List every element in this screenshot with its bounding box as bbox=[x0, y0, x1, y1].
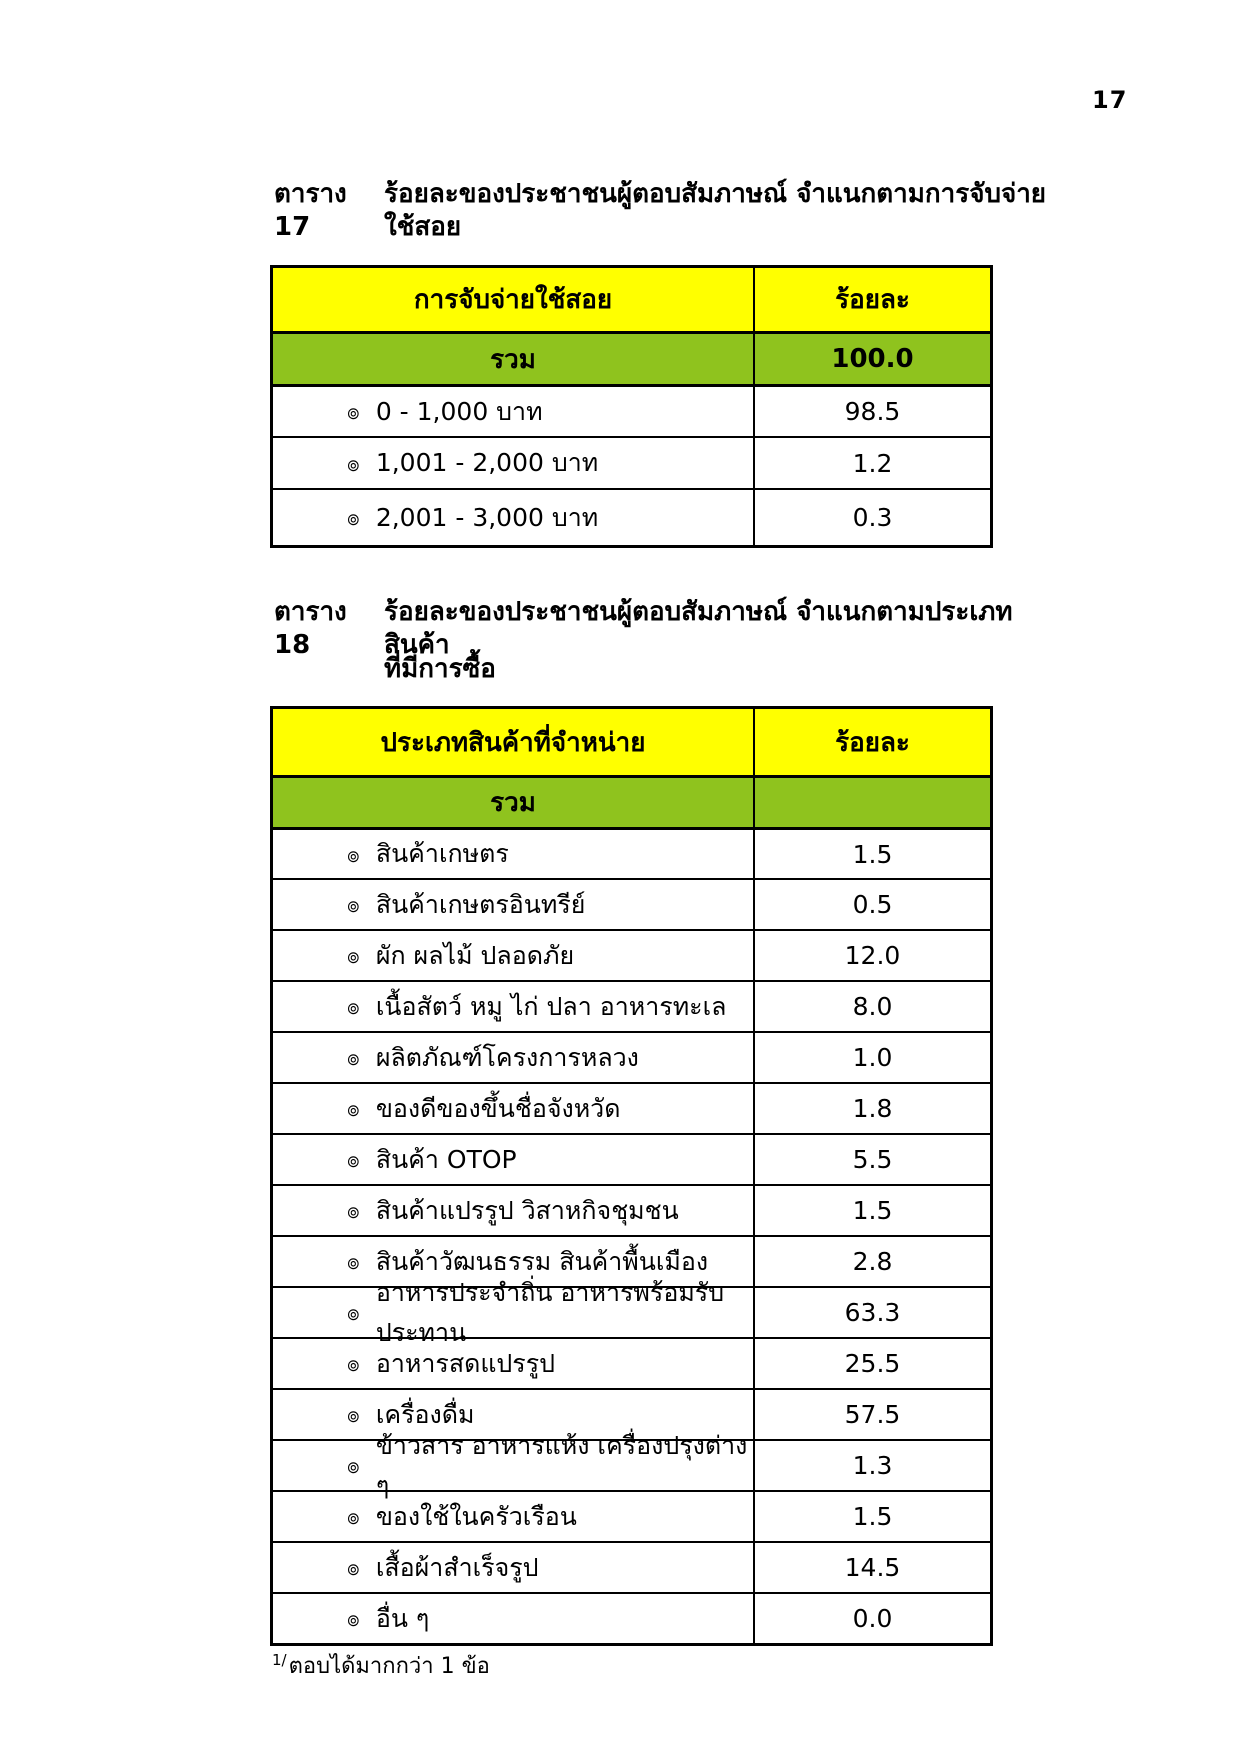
row-label: สินค้าแปรรูป วิสาหกิจชุมชน bbox=[375, 1195, 679, 1225]
bullet-icon: ๏ bbox=[347, 1148, 360, 1172]
footnote-text: ตอบได้มากกว่า 1 ข้อ bbox=[288, 1654, 490, 1679]
table-row bbox=[273, 1031, 990, 1082]
row-value: 1.5 bbox=[852, 1502, 893, 1531]
row-value: 0.5 bbox=[852, 890, 893, 919]
row-label: ผลิตภัณฑ์โครงการหลวง bbox=[375, 1042, 639, 1072]
table17-title-label: ตาราง 17 bbox=[274, 179, 347, 242]
bullet-icon: ๏ bbox=[347, 506, 360, 530]
table-row bbox=[273, 488, 990, 545]
row-value: 0.3 bbox=[852, 503, 893, 532]
row-label: ของใช้ในครัวเรือน bbox=[375, 1501, 577, 1531]
table18-header-col1: ประเภทสินค้าที่จำหน่าย bbox=[273, 709, 755, 775]
table18-header-row bbox=[273, 709, 990, 775]
table-row bbox=[273, 929, 990, 980]
bullet-icon: ๏ bbox=[347, 400, 360, 424]
total-label: รวม bbox=[273, 334, 755, 384]
bullet-icon: ๏ bbox=[347, 1250, 360, 1274]
row-label: สินค้าเกษตรอินทรีย์ bbox=[375, 889, 586, 919]
bullet-icon: ๏ bbox=[347, 1301, 360, 1325]
table18-title-text-line1: ร้อยละของประชาชนผู้ตอบสัมภาษณ์ จำแนกตามประเภทสินค้า bbox=[384, 597, 1013, 660]
row-label: 1,001 - 2,000 บาท bbox=[375, 448, 599, 477]
row-value: 1.8 bbox=[852, 1094, 893, 1123]
row-label: อาหารสดแปรรูป bbox=[375, 1348, 556, 1378]
row-label: 2,001 - 3,000 บาท bbox=[375, 502, 599, 532]
bullet-icon: ๏ bbox=[347, 1556, 360, 1580]
bullet-icon: ๏ bbox=[347, 1097, 360, 1121]
bullet-icon: ๏ bbox=[347, 1454, 360, 1478]
row-value: 12.0 bbox=[844, 941, 901, 970]
table-row bbox=[273, 827, 990, 878]
table17 bbox=[270, 265, 993, 548]
bullet-icon: ๏ bbox=[347, 1199, 360, 1223]
row-value: 63.3 bbox=[844, 1298, 901, 1327]
table17-header-row bbox=[273, 268, 990, 331]
table17-title-text: ร้อยละของประชาชนผู้ตอบสัมภาษณ์ จำแนกตามการจับจ่ายใช้สอย bbox=[384, 179, 1047, 242]
row-value: 1.5 bbox=[852, 839, 893, 869]
row-value: 0.0 bbox=[852, 1604, 893, 1633]
row-label: ของดีของขึ้นชื่อจังหวัด bbox=[375, 1093, 621, 1123]
row-label: 0 - 1,000 บาท bbox=[375, 396, 543, 426]
bullet-icon: ๏ bbox=[347, 1403, 360, 1427]
table-row bbox=[273, 436, 990, 488]
page-number: 17 bbox=[1092, 86, 1128, 114]
row-value: 8.0 bbox=[852, 992, 893, 1021]
table17-header-col1: การจับจ่ายใช้สอย bbox=[273, 268, 755, 331]
row-value: 57.5 bbox=[844, 1400, 901, 1429]
bullet-icon: ๏ bbox=[347, 893, 360, 917]
table18-total-row bbox=[273, 775, 990, 827]
row-label: เสื้อผ้าสำเร็จรูป bbox=[375, 1552, 539, 1582]
row-value: 1.2 bbox=[852, 448, 893, 478]
bullet-icon: ๏ bbox=[347, 1505, 360, 1529]
table17-header-col2: ร้อยละ bbox=[835, 285, 910, 315]
bullet-icon: ๏ bbox=[347, 1046, 360, 1070]
row-value: 1.5 bbox=[852, 1196, 893, 1225]
row-label: สินค้า OTOP bbox=[375, 1144, 517, 1174]
table-row bbox=[273, 384, 990, 436]
row-value: 25.5 bbox=[844, 1349, 901, 1378]
row-label: ผัก ผลไม้ ปลอดภัย bbox=[375, 940, 575, 970]
table18-header-col2: ร้อยละ bbox=[835, 727, 910, 758]
table-row bbox=[273, 1082, 990, 1133]
row-value: 98.5 bbox=[844, 397, 901, 426]
table-row bbox=[273, 1133, 990, 1184]
footnote-marker: 1/ bbox=[272, 1650, 287, 1669]
table18-title-text-line2: ที่มีการซื้อ bbox=[384, 654, 496, 684]
row-value: 5.5 bbox=[852, 1145, 893, 1174]
table-row bbox=[273, 1337, 990, 1388]
bullet-icon: ๏ bbox=[347, 995, 360, 1019]
table17-title bbox=[274, 178, 1054, 243]
bullet-icon: ๏ bbox=[347, 944, 360, 968]
row-label: ข้าวสาร อาหารแห้ง เครื่องปรุงต่าง ๆ bbox=[375, 1430, 748, 1500]
bullet-icon: ๏ bbox=[347, 1352, 360, 1376]
table-row bbox=[273, 1541, 990, 1592]
table-row bbox=[273, 1592, 990, 1643]
row-label: สินค้าเกษตร bbox=[375, 839, 509, 868]
bullet-icon: ๏ bbox=[347, 1607, 360, 1631]
table-row bbox=[273, 1490, 990, 1541]
row-value: 1.0 bbox=[852, 1043, 893, 1072]
row-value: 1.3 bbox=[852, 1451, 893, 1480]
table18-title-label: ตาราง 18 bbox=[274, 597, 347, 660]
bullet-icon: ๏ bbox=[347, 451, 360, 476]
row-label: เครื่องดื่ม bbox=[375, 1399, 475, 1429]
total-value: 100.0 bbox=[831, 344, 914, 374]
row-label: อื่น ๆ bbox=[375, 1603, 430, 1633]
table-row bbox=[273, 1430, 990, 1500]
table17-total-row bbox=[273, 331, 990, 384]
total-label: รวม bbox=[273, 778, 755, 827]
table18 bbox=[270, 706, 993, 1646]
table-row bbox=[273, 1184, 990, 1235]
footnote bbox=[272, 1648, 490, 1683]
row-label: สินค้าวัฒนธรรม สินค้าพื้นเมือง bbox=[375, 1246, 709, 1276]
row-label: อาหารประจำถิ่น อาหารพร้อมรับประทาน bbox=[375, 1277, 725, 1347]
table-row bbox=[273, 1277, 990, 1347]
row-value: 14.5 bbox=[844, 1553, 901, 1582]
table-row bbox=[273, 878, 990, 929]
total-value bbox=[755, 778, 990, 827]
row-value: 2.8 bbox=[852, 1247, 893, 1276]
bullet-icon: ๏ bbox=[347, 842, 360, 867]
row-label: เนื้อสัตว์ หมู ไก่ ปลา อาหารทะเล bbox=[375, 991, 727, 1021]
table-row bbox=[273, 980, 990, 1031]
